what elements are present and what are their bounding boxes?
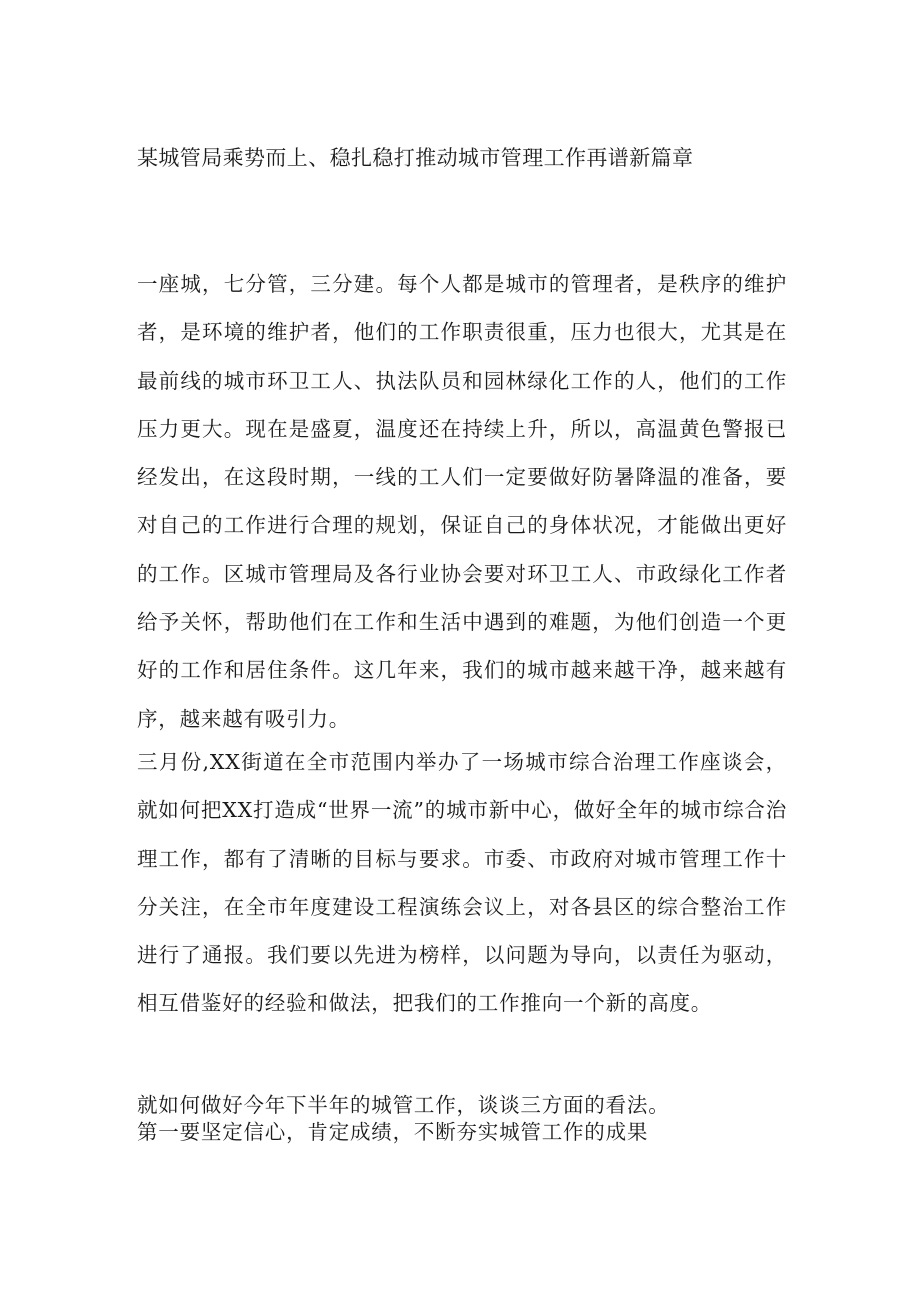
closing-line-1: 就如何做好今年下半年的城管工作，谈谈三方面的看法。 bbox=[137, 1093, 670, 1117]
paragraph-2: 三月份,XX街道在全市范围内举办了一场城市综合治理工作座谈会，就如何把XX打造成“世界一流”的城市新中心，做好全年的城市综合治理工作，都有了清晰的目标与要求。市委、市政府对城市管理工作十分关注，在全市年度建设工程演练会议上，对各县区的综合整治工作进行了通报。我们要以先进为榜样，以问题为导向，以责任为驱动，相互借鉴好的经验和做法，把我们的工作推向一个新的高度。 bbox=[137, 750, 787, 1016]
paragraph-1: 一座城，七分管，三分建。每个人都是城市的管理者，是秩序的维护者，是环境的维护者，他们的工作职责很重，压力也很大，尤其是在最前线的城市环卫工人、执法队员和园林绿化工作的人，他们的工作压力更大。现在是盛夏，温度还在持续上升，所以，高温黄色警报已经发出，在这段时期，一线的工人们一定要做好防暑降温的准备，要对自己的工作进行合理的规划，保证自己的身体状况，才能做出更好的工作。区城市管理局及各行业协会要对环卫工人、市政绿化工作者给予关怀，帮助他们在工作和生活中遇到的难题，为他们创造一个更好的工作和居住条件。这几年来，我们的城市越来越干净，越来越有序，越来越有吸引力。 bbox=[137, 272, 787, 731]
closing-line-2: 第一要坚定信心，肯定成绩，不断夯实城管工作的成果 bbox=[137, 1120, 649, 1144]
document-title: 某城管局乘势而上、稳扎稳打推动城市管理工作再谱新篇章 bbox=[137, 146, 694, 170]
